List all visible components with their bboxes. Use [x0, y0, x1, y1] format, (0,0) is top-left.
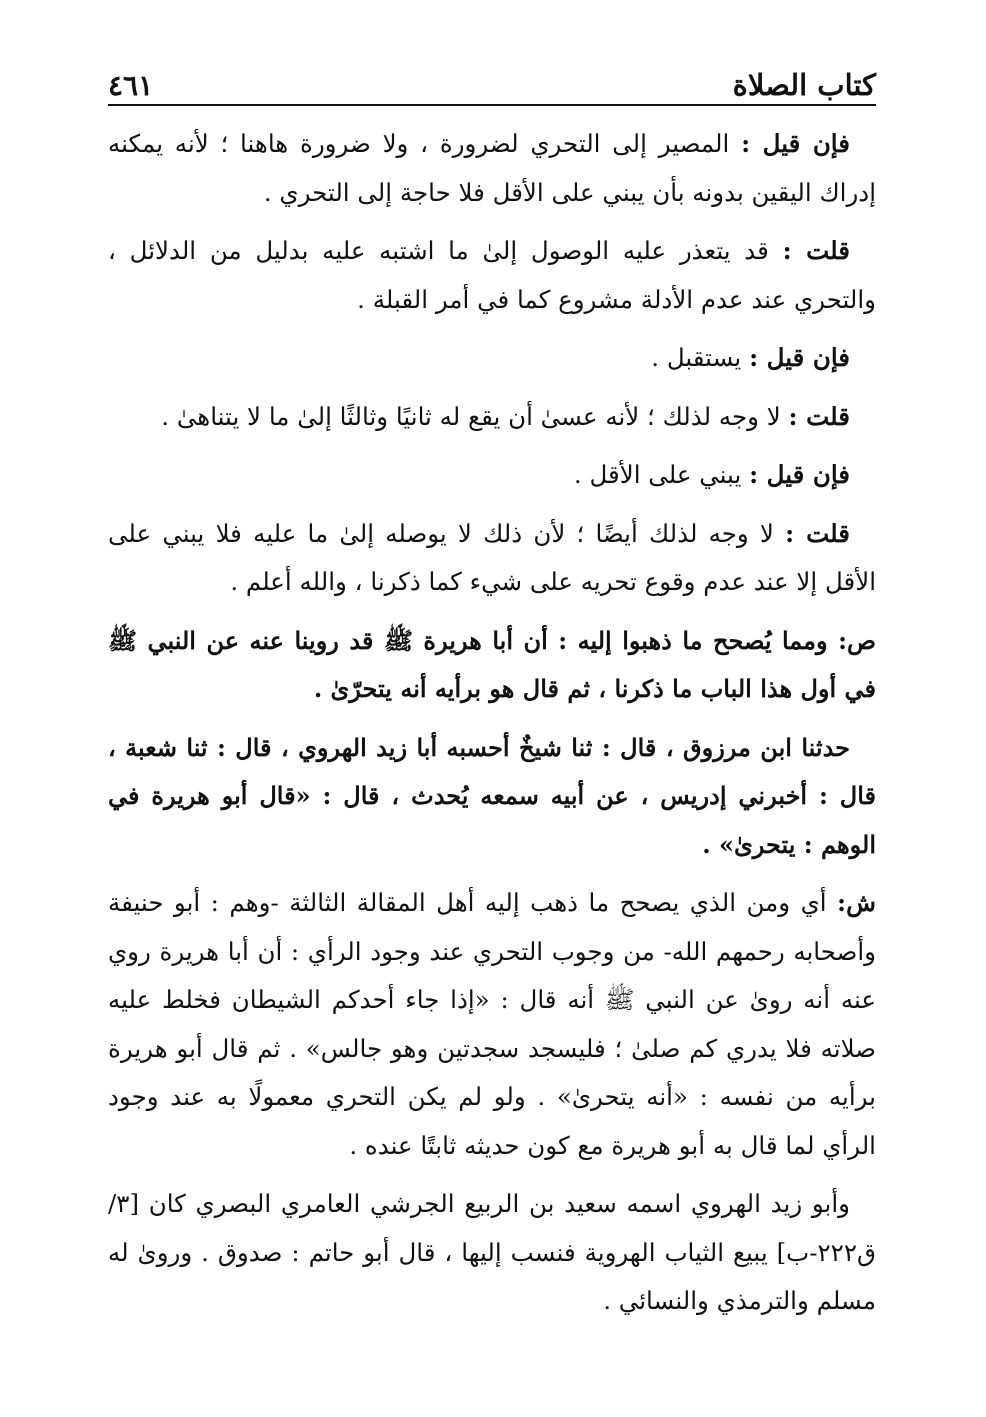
paragraph-objection-1 [108, 120, 876, 217]
paragraph-text: أي ومن الذي يصحح ما ذهب إليه أهل المقالة الثالثة -وهم : أبو حنيفة وأصحابه رحمهم الله- من وجوب التحري عند وجود الرأي : أن أبا هريرة روي عنه أنه روىٰ عن النبي ﷺ أنه قال : «إذا جاء أحدكم الشيطان فخلط عليه صلاته فلا يدري كم صلىٰ ؛ فليسجد سجدتين وهو جالس» . ثم قال أبو هريرة برأيه من نفسه : «أنه يتحرىٰ» . ولو لم يكن التحري معمولًا به عند وجود الرأي لما قال به أبو هريرة مع كون حديثه ثابتًا عنده . [108, 888, 876, 1160]
paragraph-text: وأبو زيد الهروي اسمه سعيد بن الربيع الجرشي العامري البصري كان [٣/ ق٢٢٢-ب] يبيع الثياب الهروية فنسب إليها ، قال أبو حاتم : صدوق . وروىٰ له مسلم والترمذي والنسائي . [108, 1189, 876, 1315]
paragraph-reply-2 [108, 393, 876, 442]
paragraph-text: المصير إلى التحري لضرورة ، ولا ضرورة هاهنا ؛ لأنه يمكنه إدراك اليقين بدونه بأن يبني على الأقل فلا حاجة إلى التحري . [108, 129, 876, 207]
paragraph-text: يبني على الأقل . [573, 460, 742, 489]
paragraph-objection-3 [108, 451, 876, 500]
paragraph-matn [108, 617, 876, 714]
paragraph-text: ومما يُصحح ما ذهبوا إليه : أن أبا هريرة ﷺ قد روينا عنه عن النبي ﷺ في أول هذا الباب ما ذكرنا ، ثم قال هو برأيه أنه يتحرّىٰ . [108, 625, 876, 703]
paragraph-text: لا وجه لذلك ؛ لأنه عسىٰ أن يقع له ثانيًا وثالثًا إلىٰ ما لا يتناهىٰ . [161, 401, 781, 431]
paragraph-reply-1 [108, 227, 876, 324]
paragraph-objection-2 [108, 334, 876, 383]
page-body [108, 120, 876, 1326]
page-header [108, 58, 876, 106]
paragraph-text: حدثنا ابن مرزوق ، قال : ثنا شيخٌ أحسبه أبا زيد الهروي ، قال : ثنا شعبة ، قال : أخبرني إدريس ، عن أبيه سمعه يُحدث ، قال : «قال أبو هريرة في الوهم : يتحرىٰ» . [108, 732, 876, 859]
paragraph-lead: فإن قيل : [741, 129, 850, 158]
paragraph-text: قد يتعذر عليه الوصول إلىٰ ما اشتبه عليه بدليل من الدلائل ، والتحري عند عدم الأدلة مشروع كما في أمر القبلة . [108, 236, 876, 314]
paragraph-text: لا وجه لذلك أيضًا ؛ لأن ذلك لا يوصله إلىٰ ما عليه فلا يبني على الأقل إلا عند عدم وقوع تحريه على شيء كما ذكرنا ، والله أعلم . [108, 518, 876, 596]
paragraph-isnad [108, 724, 876, 870]
paragraph-lead: فإن قيل : [749, 343, 850, 372]
paragraph-narrator-note [108, 1180, 876, 1326]
paragraph-lead: قلت : [788, 401, 850, 431]
paragraph-lead: فإن قيل : [749, 460, 850, 489]
paragraph-lead: ص: [838, 625, 876, 655]
paragraph-lead: ش: [837, 888, 876, 917]
page-number: ٤٦١ [108, 69, 154, 102]
paragraph-text: يستقبل . [651, 343, 742, 372]
paragraph-reply-3 [108, 510, 876, 607]
running-title: كتاب الصلاة [732, 68, 876, 102]
paragraph-lead: قلت : [785, 518, 850, 548]
paragraph-lead: قلت : [782, 236, 850, 265]
paragraph-commentary [108, 879, 876, 1170]
